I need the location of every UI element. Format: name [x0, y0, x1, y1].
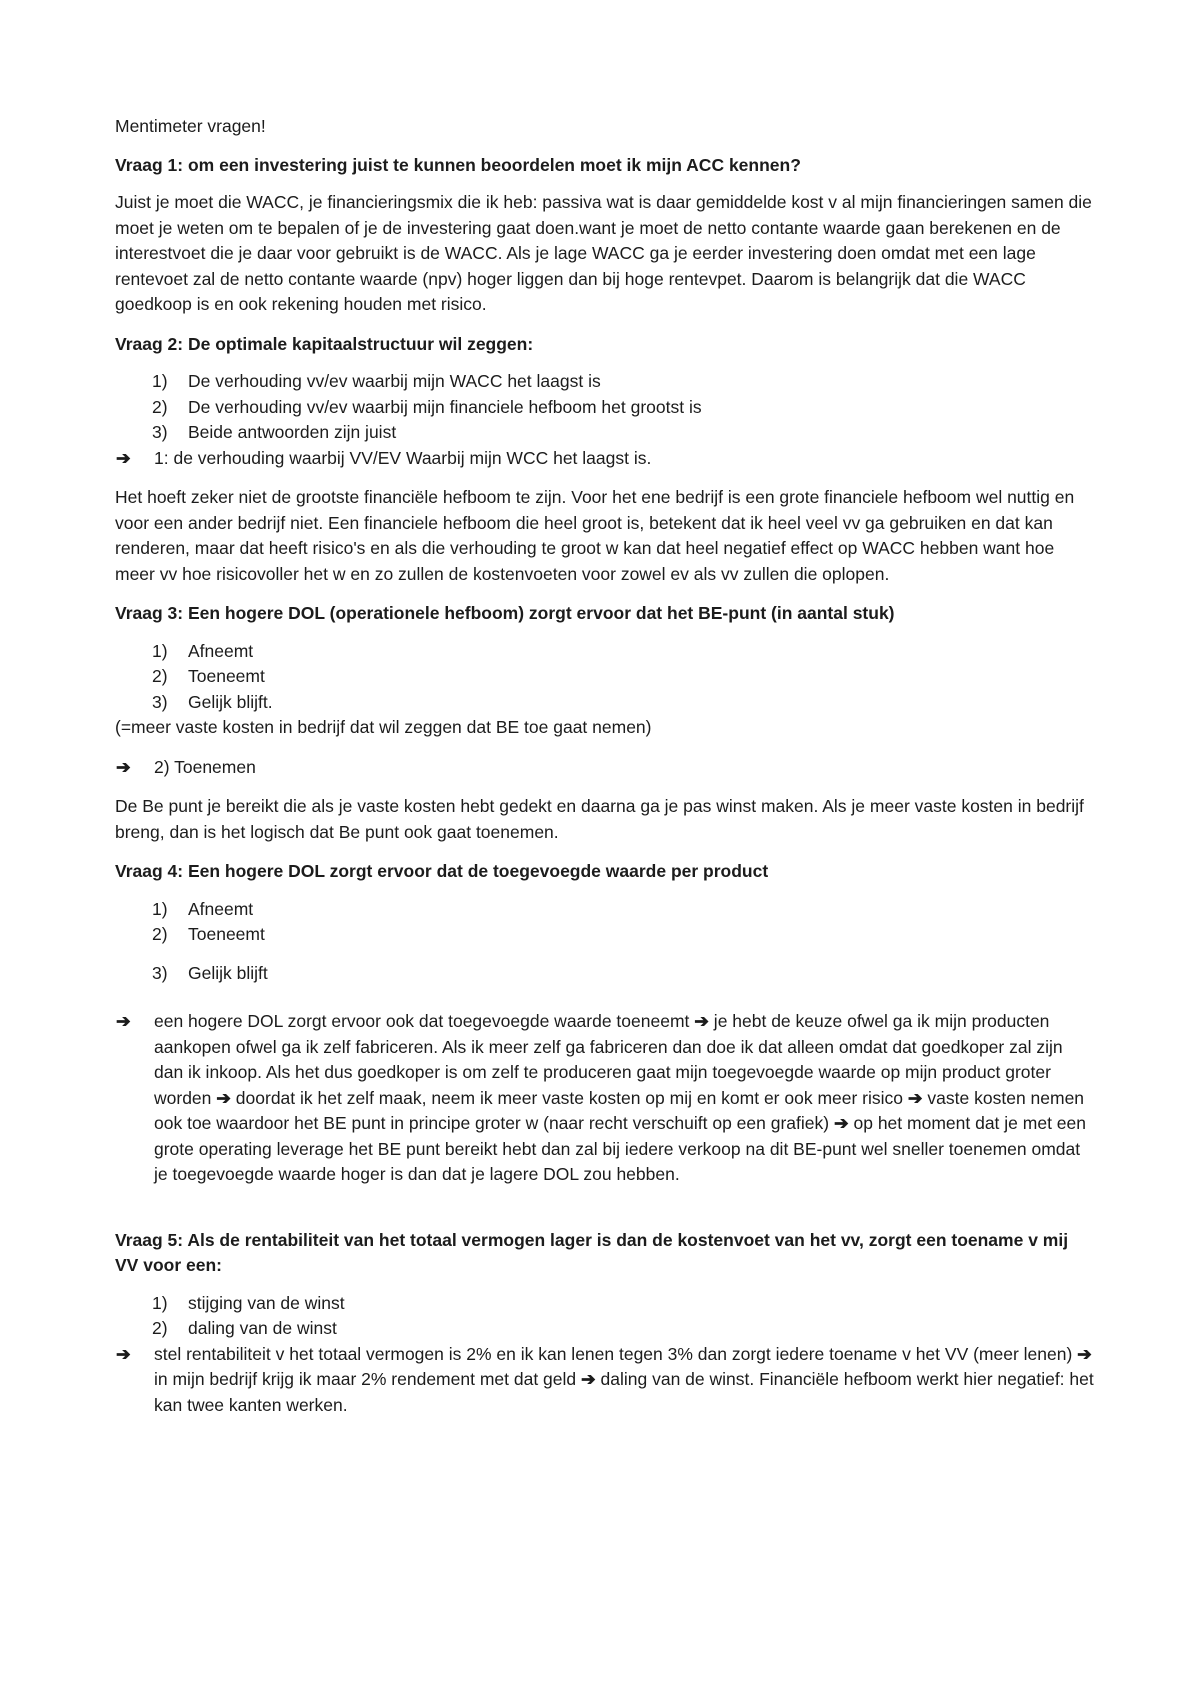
arrow-right-icon: ➔ — [116, 1343, 131, 1364]
answer-2-arrow-line — [115, 446, 1095, 472]
list-item — [152, 1291, 1095, 1317]
explanation-segment: op het moment dat je met een grote operating leverage het BE punt bereikt hebt dan zal bij iedere verkoop na dit BE-punt wel sneller toenemen omdat je toegevoegde waarde hoger is dan dat je lagere DOL zou hebben. — [154, 1113, 1086, 1184]
question-5-text: Als de rentabiliteit van het totaal vermogen lager is dan de kostenvoet van het vv, zorgt een toename v mij VV voor een: — [115, 1229, 1069, 1275]
answer-3-explanation: De Be punt je bereikt die als je vaste kosten hebt gedekt en daarna ga je pas winst maken. Als je meer vaste kosten in bedrijf breng, dan is het logisch dat Be punt ook gaat toenemen. — [115, 796, 1084, 842]
arrow-right-icon: ➔ — [694, 1011, 709, 1031]
option-number: 3) — [152, 962, 168, 983]
arrow-right-icon: ➔ — [116, 756, 131, 777]
question-2 — [115, 332, 1095, 358]
answer-1: Juist je moet die WACC, je financieringsmix die ik heb: passiva wat is daar gemiddelde kost v al mijn financieringen samen die moet je weten om te bepalen of je de investering gaat doen.want je moet de netto contante waarde gaan berekenen en de interestvoet die je daar voor gebruikt is de WACC. Als je lage WACC ga je eerder investering doen omdat met een lage rentevoet zal de netto contante waarde (npv) hoger liggen dan bij hoge rentevpet. Daarom is belangrijk dat die WACC goedkoop is en ook rekening houden met risico. — [115, 192, 1092, 314]
question-1-label: Vraag 1 — [115, 154, 178, 175]
explanation-segment: stel rentabiliteit v het totaal vermogen is 2% en ik kan lenen tegen 3% dan zorgt iedere toename v het VV (meer lenen) — [154, 1343, 1078, 1364]
option-text: Afneemt — [188, 640, 254, 661]
answer-3-choice: 2) Toenemen — [154, 756, 256, 777]
question-5 — [115, 1228, 1095, 1279]
explanation-segment: een hogere DOL zorgt ervoor ook dat toegevoegde waarde toeneemt — [154, 1011, 695, 1031]
question-2-options — [115, 369, 1095, 446]
list-item — [152, 961, 1095, 987]
option-number: 2) — [152, 666, 168, 686]
option-text: Toeneemt — [188, 666, 265, 686]
question-4-text: Een hogere DOL zorgt ervoor dat de toegevoegde waarde per product — [183, 861, 769, 881]
list-item — [152, 420, 1095, 446]
question-2-label: Vraag 2: — [115, 333, 184, 354]
explanation-segment: in mijn bedrijf krijg ik maar 2% rendement met dat geld — [154, 1369, 581, 1389]
option-number: 1) — [152, 371, 168, 391]
list-item — [152, 1316, 1095, 1342]
explanation-segment: doordat ik het zelf maak, neem ik meer vaste kosten op mij en komt er ook meer risico — [230, 1087, 908, 1108]
option-number: 1) — [152, 640, 168, 661]
question-5-label: Vraag 5: — [115, 1229, 184, 1250]
question-3-text: Een hogere DOL (operationele hefboom) zorgt ervoor dat het BE-punt (in aantal stuk) — [183, 603, 895, 623]
option-text: Afneemt — [188, 898, 254, 919]
arrow-right-icon: ➔ — [116, 447, 131, 468]
question-4-label: Vraag 4: — [115, 861, 184, 881]
arrow-right-icon: ➔ — [833, 1113, 849, 1133]
option-number: 3) — [152, 691, 168, 712]
explanation-segment: daling van de winst. Financiële hefboom werkt hier negatief: het kan twee kanten werken. — [154, 1369, 1094, 1415]
option-number: 1) — [152, 1292, 168, 1313]
option-number: 2) — [152, 396, 168, 417]
question-3 — [115, 601, 1095, 627]
answer-2-choice: 1: de verhouding waarbij VV/EV Waarbij mijn WCC het laagst is. — [154, 447, 652, 468]
option-text: Gelijk blijft — [188, 962, 268, 983]
option-text: daling van de winst — [188, 1318, 337, 1338]
question-3-options — [115, 639, 1095, 716]
question-4-options — [115, 897, 1095, 987]
question-1 — [115, 153, 1095, 179]
option-text: Beide antwoorden zijn juist — [188, 422, 397, 442]
explanation-segment: vaste kosten nemen ook toe waardoor het BE punt in principe groter w (naar recht verschuift op een grafiek) — [154, 1087, 1085, 1133]
list-item — [152, 369, 1095, 395]
question-3-label: Vraag 3: — [115, 603, 184, 623]
option-number: 2) — [152, 1318, 168, 1338]
arrow-right-icon: ➔ — [907, 1087, 923, 1108]
arrow-right-icon: ➔ — [1077, 1343, 1092, 1364]
answer-5-explanation — [154, 1342, 1095, 1419]
question-4 — [115, 859, 1095, 885]
list-item — [152, 395, 1095, 421]
document-title: Mentimeter vragen! — [115, 116, 266, 136]
answer-3-note: (=meer vaste kosten in bedrijf dat wil zeggen dat BE toe gaat nemen) — [115, 717, 652, 737]
option-text: De verhouding vv/ev waarbij mijn WACC het laagst is — [188, 371, 601, 391]
arrow-right-icon: ➔ — [116, 1011, 131, 1031]
explanation-segment: je hebt de keuze ofwel ga ik mijn producten aankopen ofwel ga ik zelf fabriceren. Als ik meer zelf ga fabriceren dan doe ik dat alleen omdat dat goedkoper zal zijn dan ik inkoop. Als het dus goedkoper is om zelf te produceren gaat mijn toegevoegde waarde op mijn product groter worden — [154, 1011, 1063, 1108]
list-item — [152, 639, 1095, 665]
answer-4-explanation — [154, 1009, 1095, 1188]
option-number: 3) — [152, 422, 168, 442]
option-text: Gelijk blijft. — [188, 691, 273, 712]
answer-3-arrow-line — [115, 755, 1095, 781]
answer-5-arrow-line — [115, 1342, 1095, 1419]
answer-4-arrow-line — [115, 1009, 1095, 1188]
option-text: Toeneemt — [188, 924, 265, 944]
arrow-right-icon: ➔ — [581, 1369, 596, 1389]
option-text: stijging van de winst — [188, 1292, 345, 1313]
option-number: 1) — [152, 898, 168, 919]
arrow-right-icon: ➔ — [216, 1087, 231, 1108]
question-5-options — [115, 1291, 1095, 1342]
list-item — [152, 897, 1095, 923]
list-item — [152, 922, 1095, 948]
answer-2-explanation: Het hoeft zeker niet de grootste financiële hefboom te zijn. Voor het ene bedrijf is een grote financiele hefboom wel nuttig en voor een ander bedrijf niet. Een financiele hefboom die heel groot is, betekent dat ik heel veel vv ga gebruiken en dat kan renderen, maar dat heeft risico's en als die verhouding te groot w kan dat heel negatief effect op WACC hebben want hoe meer vv hoe risicovoller het w en zo zullen de kostenvoeten voor zowel ev als vv zullen die oplopen. — [115, 487, 1075, 584]
document-page — [115, 114, 1095, 1418]
question-2-text: De optimale kapitaalstructuur wil zeggen: — [183, 333, 534, 354]
question-1-text: : om een investering juist te kunnen beoordelen moet ik mijn ACC kennen? — [177, 154, 801, 175]
list-item — [152, 690, 1095, 716]
option-text: De verhouding vv/ev waarbij mijn financiele hefboom het grootst is — [188, 396, 702, 417]
option-number: 2) — [152, 924, 168, 944]
list-item — [152, 664, 1095, 690]
